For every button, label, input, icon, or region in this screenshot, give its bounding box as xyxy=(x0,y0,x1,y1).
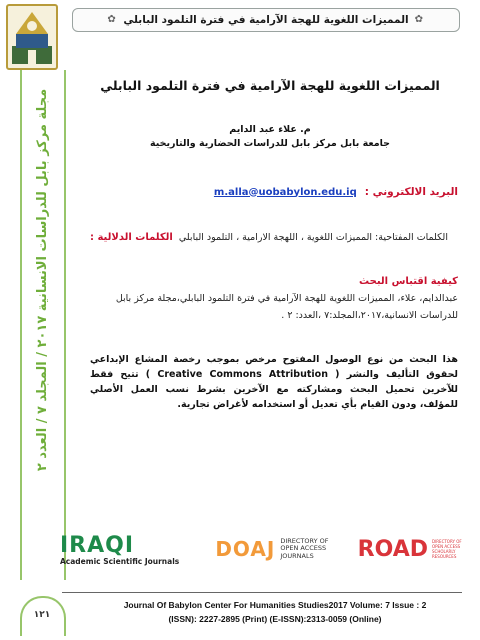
iraqi-logo-word: IRAQI xyxy=(60,532,135,558)
email-link[interactable]: m.alla@uobabylon.edu.iq xyxy=(213,186,357,198)
iraqi-logo-subtitle: Academic Scientific Journals xyxy=(60,556,180,566)
citation-heading: كيفية اقتباس البحث xyxy=(359,276,458,287)
road-logo[interactable] xyxy=(358,537,470,562)
university-logo-icon xyxy=(8,6,56,68)
article-title: المميزات اللغوية للهجة الآرامية في فترة التلمود البابلي xyxy=(100,78,440,93)
journal-spine-text: مجلة مركز بابل للدراسات الانسانية ٢٠١٧ / المجلد ٧ / العدد ٢ xyxy=(34,88,50,472)
keywords-label: الكلمات الدلالية : xyxy=(90,232,173,243)
running-title: المميزات اللغوية للهجة الآرامية في فترة التلمود البابلي xyxy=(123,14,409,26)
university-logo xyxy=(6,4,58,70)
doaj-logo-subtitle: DIRECTORY OF OPEN ACCESS JOURNALS xyxy=(280,536,329,560)
road-logo-subtitle: DIRECTORY OF OPEN ACCESS SCHOLARLY RESOURCES xyxy=(432,539,462,559)
citation-text: عبدالدايم، علاء، المميزات اللغوية للهجة الآرامية في فترة التلمود البابلي،مجلة مركز بابل للدراسات الانسانية،٢٠١٧،المجلد:٧ ،العدد: ٢ . xyxy=(115,293,458,321)
iraqi-journals-logo[interactable] xyxy=(60,533,200,566)
ornament-icon: ✿ xyxy=(414,14,424,25)
ornament-icon: ✿ xyxy=(107,14,116,25)
author-name: م. علاء عبد الدايم xyxy=(229,124,311,135)
doaj-logo-word: DOAJ xyxy=(215,537,276,561)
road-logo-word: ROAD xyxy=(357,536,428,562)
author-affiliation: جامعة بابل مركز بابل للدراسات الحضارية والتاريخية xyxy=(149,138,391,149)
page-number: ١٢١ xyxy=(33,610,51,620)
running-header xyxy=(72,8,460,32)
license-text: هذا البحث من نوع الوصول المفتوح مرخص بموجب رخصة المشاع الإبداعي لحقوق التأليف والنشر ( Creative Commons Attribution ) تتيح فقط للآخرين تحميل البحث ومشاركته مع الآخرين بشرط نسب العمل الأصلي للمؤلف، ودون القيام بأي تعديل أو استخدامه لأغراض تجارية. xyxy=(90,354,458,410)
footer-divider xyxy=(62,592,462,593)
keywords-row xyxy=(90,232,458,243)
footer-issn: (ISSN): 2227-2895 (Print) (E-ISSN):2313-0059 (Online) xyxy=(168,614,382,624)
footer-journal-info: Journal Of Babylon Center For Humanities Studies2017 Volume: 7 Issue : 2 xyxy=(123,600,427,610)
email-row xyxy=(190,186,458,198)
email-label: البريد الالكتروني : xyxy=(364,186,458,198)
keywords-value: الكلمات المفتاحية: المميزات اللغوية ، اللهجة الارامية ، التلمود البابلي xyxy=(178,232,448,243)
indexing-logos xyxy=(60,524,470,574)
doaj-logo[interactable] xyxy=(215,537,342,561)
